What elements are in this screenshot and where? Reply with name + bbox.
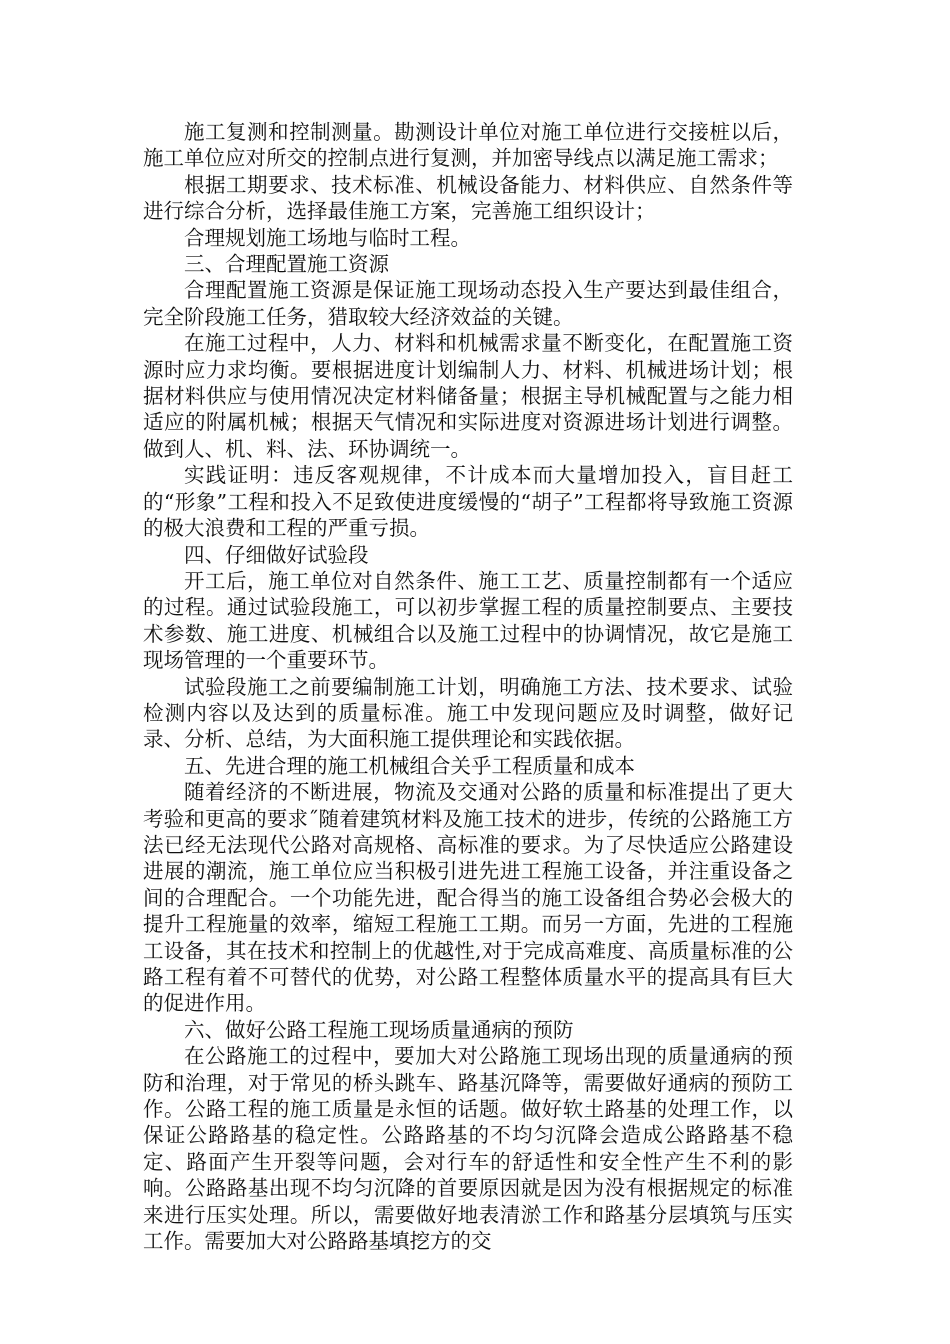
- paragraph: 开工后，施工单位对自然条件、施工工艺、质量控制都有一个适应的过程。通过试验段施工，可以初步掌握工程的质量控制要点、主要技术参数、施工进度、机械组合以及施工过程中的协调情况，故它是施工现场管理的一个重要环节。: [143, 568, 793, 673]
- section-heading: 四、仔细做好试验段: [184, 542, 369, 567]
- paragraph: 在施工过程中，人力、材料和机械需求量不断变化，在配置施工资源时应力求均衡。要根据进度计划编制人力、材料、机械进场计划；根据材料供应与使用情况决定材料储备量；根据主导机械配置与之能力相适应的附属机械；根据天气情况和实际进度对资源进场计划进行调整。做到人、机、料、法、环协调统一。: [143, 331, 793, 461]
- section-heading: 三、合理配置施工资源: [184, 252, 389, 277]
- paragraph: 根据工期要求、技术标准、机械设备能力、材料供应、自然条件等进行综合分析，选择最佳施工方案，完善施工组织设计；: [143, 172, 793, 224]
- paragraph: 在公路施工的过程中，要加大对公路施工现场出现的质量通病的预防和治理，对于常见的桥头跳车、路基沉降等，需要做好通病的预防工作。公路工程的施工质量是永恒的话题。做好软土路基的处理工作，以保证公路路基的稳定性。公路路基的不均匀沉降会造成公路路基不稳定、路面产生开裂等问题，会对行车的舒适性和安全性产生不利的影响。公路路基出现不均匀沉降的首要原因就是因为没有根据规定的标准来进行压实处理。所以，需要做好地表清淤工作和路基分层填筑与压实工作。需要加大对公路路基填挖方的交: [143, 1044, 793, 1254]
- document-body: [143, 119, 793, 1254]
- section-heading: 六、做好公路工程施工现场质量通病的预防: [184, 1017, 574, 1042]
- section-heading: 五、先进合理的施工机械组合关乎工程质量和成本: [184, 753, 635, 778]
- paragraph: 实践证明：违反客观规律，不计成本而大量增加投入，盲目赶工的“形象”工程和投入不足致使进度缓慢的“胡子”工程都将导致施工资源的极大浪费和工程的严重亏损。: [143, 463, 793, 541]
- paragraph: 合理配置施工资源是保证施工现场动态投入生产要达到最佳组合，完全阶段施工任务，猎取较大经济效益的关键。: [143, 278, 793, 329]
- paragraph: 施工复测和控制测量。勘测设计单位对施工单位进行交接桩以后，施工单位应对所交的控制点进行复测，并加密导线点以满足施工需求；: [143, 120, 793, 171]
- paragraph: 试验段施工之前要编制施工计划，明确施工方法、技术要求、试验检测内容以及达到的质量标准。施工中发现问题应及时调整，做好记录、分析、总结，为大面积施工提供理论和实践依据。: [143, 674, 793, 752]
- paragraph: 随着经济的不断进展，物流及交通对公路的质量和标准提出了更大考验和更高的要求˝随着建筑材料及施工技术的进步，传统的公路施工方法已经无法现代公路对高规格、高标准的要求。为了尽快适应公路建设进展的潮流，施工单位应当积极引进先进工程施工设备，并注重设备之间的合理配合。一个功能先进，配合得当的施工设备组合势必会极大的提升工程施量的效率，缩短工程施工工期。而另一方面，先进的工程施工设备，其在技术和控制上的优越性,对于完成高难度、高质量标准的公路工程有着不可替代的优势，对公路工程整体质量水平的提高具有巨大的促进作用。: [143, 780, 793, 1016]
- paragraph: 合理规划施工场地与临时工程。: [184, 225, 471, 250]
